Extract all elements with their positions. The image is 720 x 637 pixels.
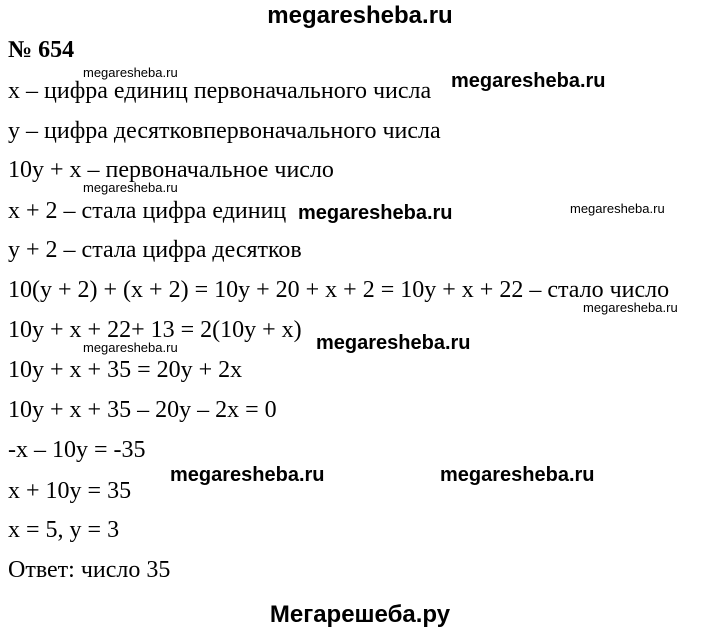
site-header: megaresheba.ru	[267, 2, 453, 29]
solution-line-7: 10y + x + 22+ 13 = 2(10y + x)	[8, 317, 302, 343]
solution-line-1: x – цифра единиц первоначального числа	[8, 78, 432, 104]
solution-line-10: -x – 10y = -35	[8, 437, 146, 463]
watermark-big: megaresheba.ru	[298, 202, 453, 224]
watermark-small: megaresheba.ru	[83, 65, 178, 80]
solution-line-12: x = 5, y = 3	[8, 517, 120, 543]
watermark-big: megaresheba.ru	[316, 332, 471, 354]
answer-line: Ответ: число 35	[8, 557, 171, 583]
solution-line-8: 10y + x + 35 = 20y + 2x	[8, 357, 243, 383]
watermark-small: megaresheba.ru	[583, 300, 678, 315]
watermark-small: megaresheba.ru	[570, 201, 665, 216]
solution-line-2: y – цифра десятковпервоначального числа	[8, 118, 441, 144]
site-footer: Мегарешеба.ру	[269, 601, 451, 628]
watermark-big: megaresheba.ru	[451, 70, 606, 92]
solution-line-4: x + 2 – стала цифра единиц	[8, 198, 287, 224]
solution-line-5: y + 2 – стала цифра десятков	[8, 237, 302, 263]
solution-line-6: 10(y + 2) + (x + 2) = 10y + 20 + x + 2 = 10y + x + 22 – стало число	[8, 277, 670, 303]
solution-line-3: 10y + x – первоначальное число	[8, 157, 334, 183]
watermark-small: megaresheba.ru	[83, 340, 178, 355]
solution-line-9: 10y + x + 35 – 20y – 2x = 0	[8, 397, 277, 423]
watermark-big: megaresheba.ru	[170, 464, 325, 486]
solution-line-11: x + 10y = 35	[8, 478, 132, 504]
problem-number: № 654	[8, 37, 75, 63]
watermark-small: megaresheba.ru	[83, 180, 178, 195]
watermark-big: megaresheba.ru	[440, 464, 595, 486]
